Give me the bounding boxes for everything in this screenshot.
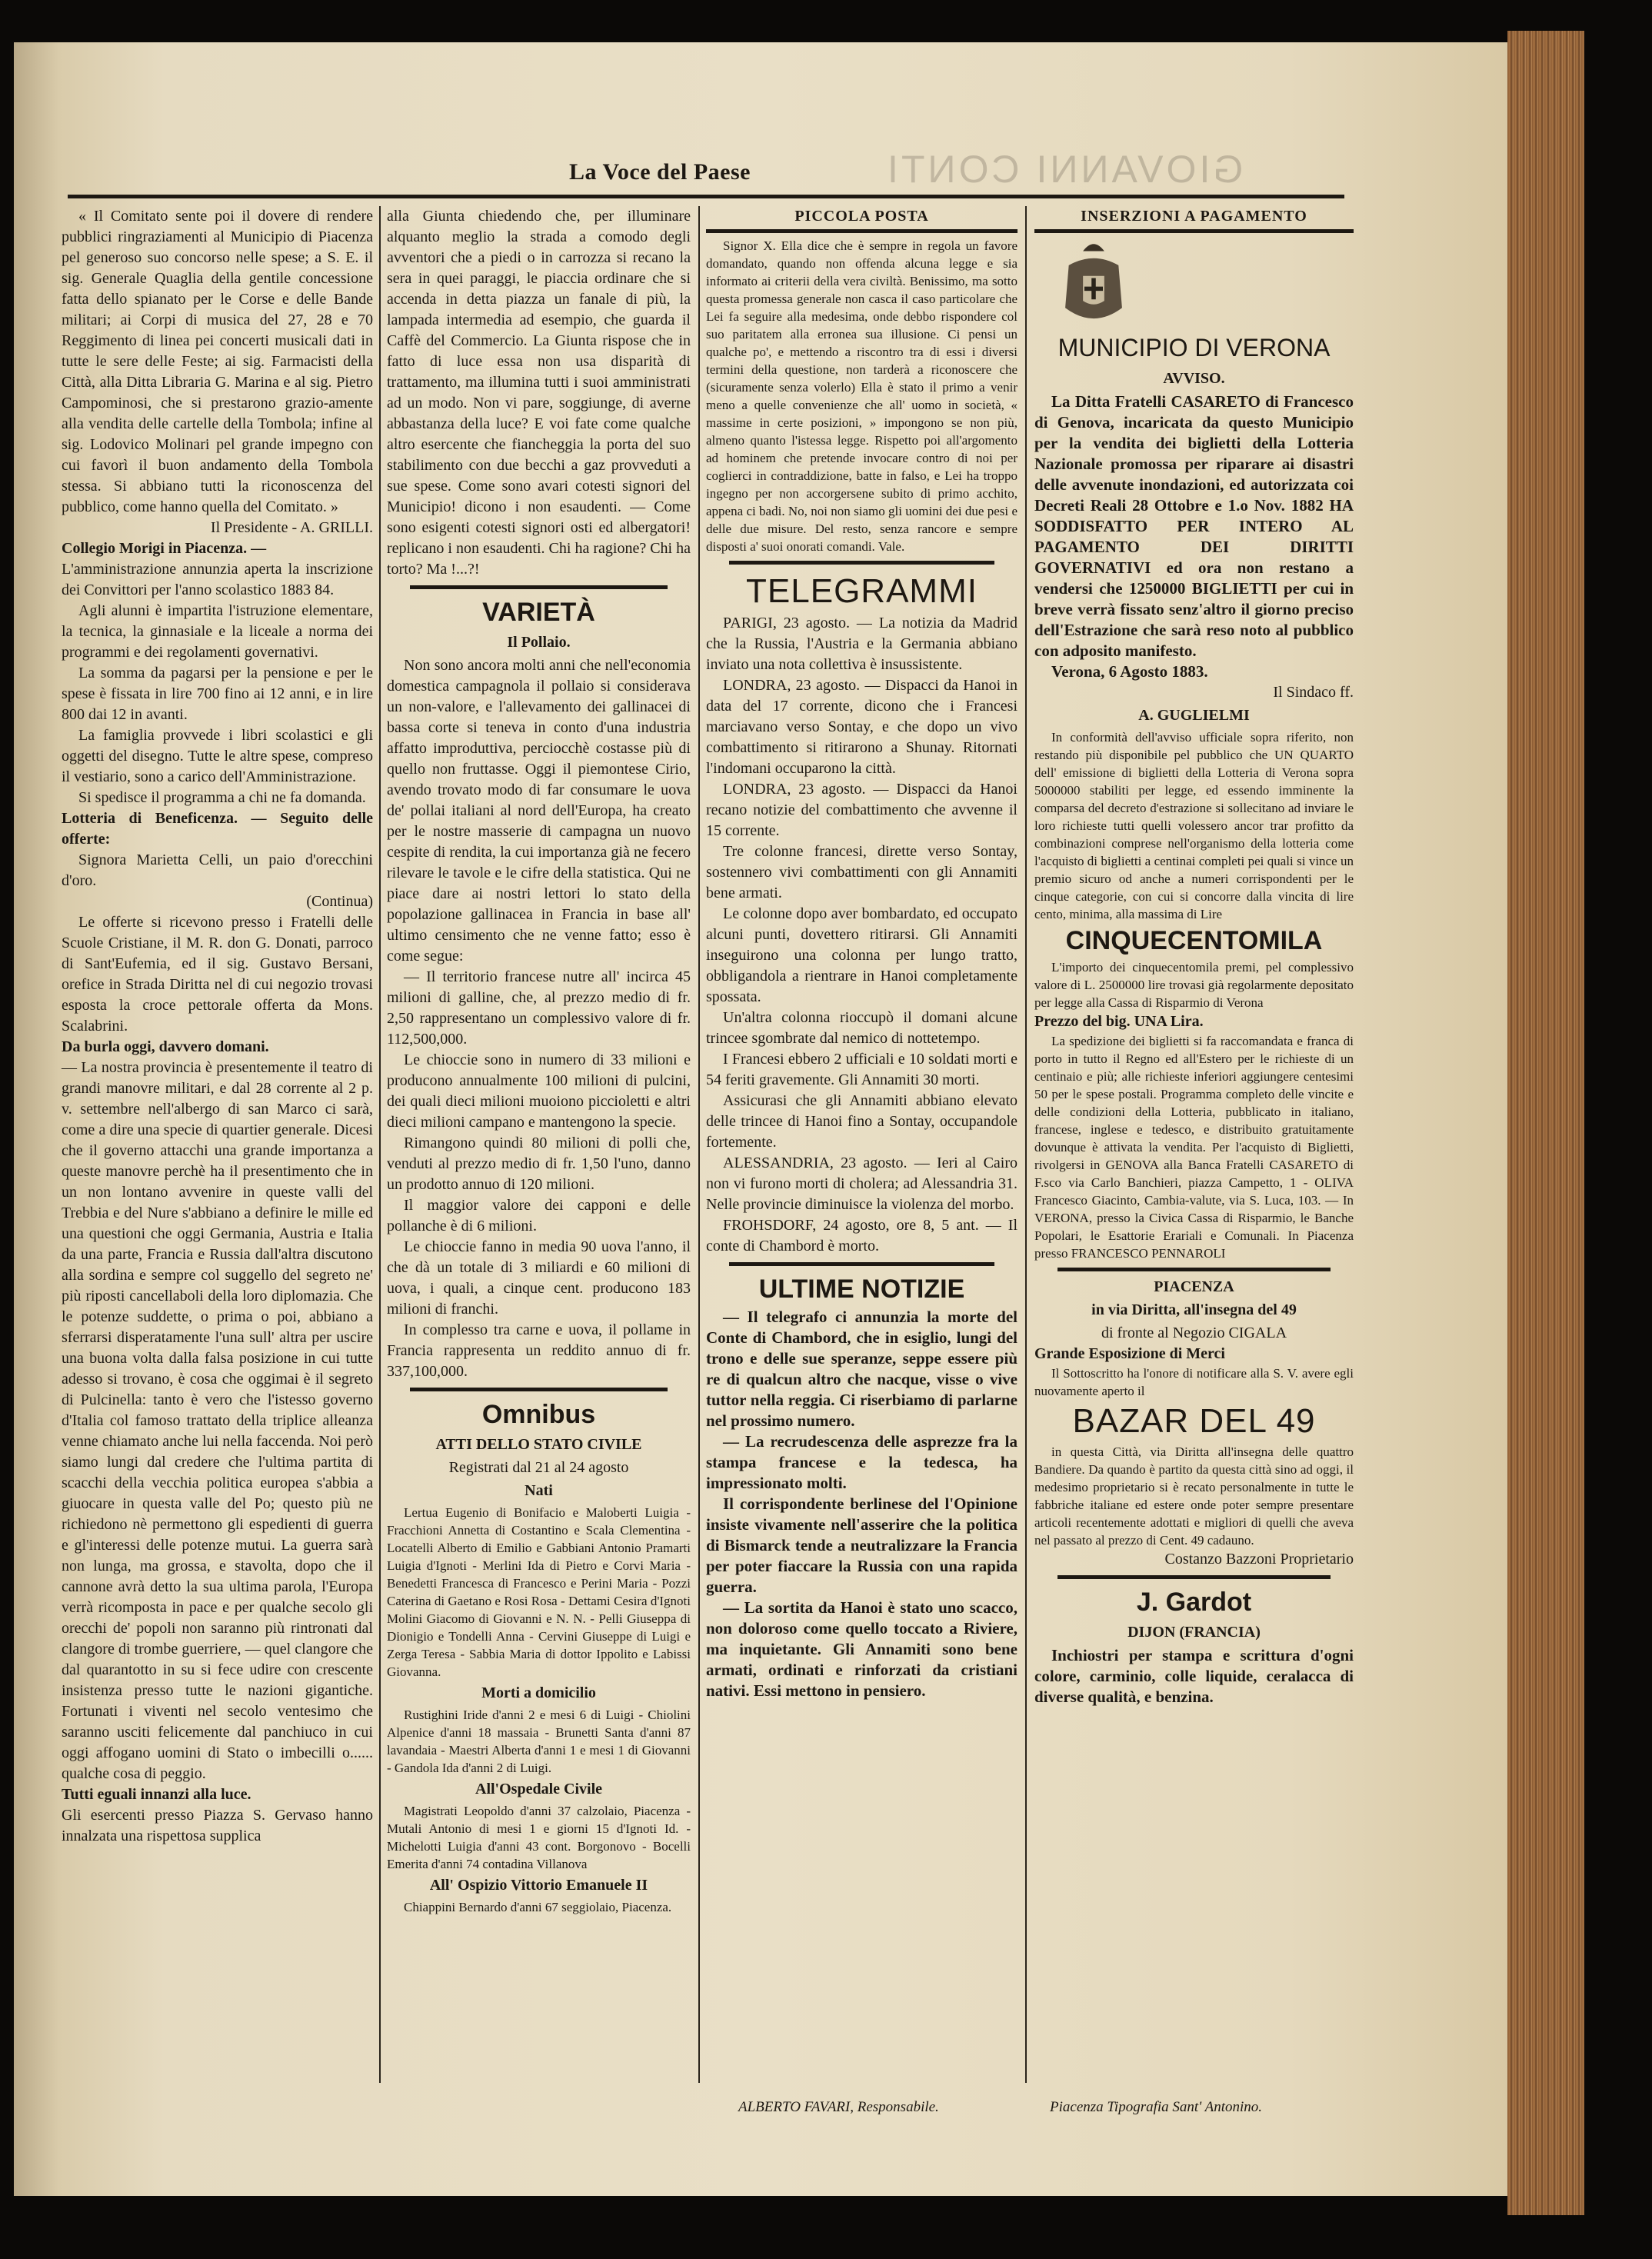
article-paragraph: L'importo dei cinquecentomila premi, pel complessivo valore di L. 2500000 lire trovasi già regolarmente depositato per legge alla Cassa di Risparmio di Verona [1034, 960, 1354, 1010]
section-heading: AVVISO. [1163, 370, 1225, 387]
column-3 [706, 206, 1018, 1701]
article-paragraph: PARIGI, 23 agosto. — La notizia da Madrid che la Russia, l'Austria e la Germania abbiano inviato una nota collettiva è insussistente. [706, 615, 1018, 673]
article-paragraph: di fronte al Negozio CIGALA [1101, 1324, 1287, 1341]
column-divider [698, 206, 700, 2083]
article-paragraph: — La nostra provincia è presentemente il teatro di grandi manovre militari, e dal 28 corrente al 2 p. v. settembre nell'albergo di san Marco ci sarà, come a dire una specie di quartier generale. Dicesi che il governo attacchi una grande importanza a queste manovre perchè ha il presentimento che in un non lontano avvenire in queste valli del Trebbia e del Nure s'abbiano a definire le mille ed una questioni che oggi Germania, Austria e Italia da una parte, Francia e Russia dall'altra discutono alla sordina e sempre col suggello del segreto ne' più riposti cancellaboli della loro diplomazia. Che le potenze suddette, o prima o poi, abbiano a sferrarsi disperatamente l'una sull' altra per uscire una buona volta dalla falsa posizione in cui tutte adesso si trovano, è cosa che oggimai è il segreto di Pulcinella: tanto è vero che l'istesso governo d'Italia col famoso trattato della triplice alleanza venne chiamato anche lui nella faccenda. Noi però siamo lungi dal credere che l'ultima partita di scacchi della vecchia politica europea s'abbia a giuocare in questa valle del Po; questo più ne richiedono nè permettono gli espedienti di guerra e gl'interessi delle potenze mutui. La guerra sarà non lunga, ma grossa, e stavolta, dopo che il cannone avrà detto la sua ultima parola, l'Europa verrà ricomposta in pace e per qualche secolo gli orecchi de' popoli non saranno più rintronati dal clangore di trombe guerriere, — quel clangore che dal quarantotto in su si fece udire con crescente insistenza presso tutte le nazioni gigantiche. Fortunati i viventi nel secolo ventesimo che saranno usciti felicemente dal panchiuco in cui oggi affogano uomini di Stato o imbecilli o...... qualche cosa di peggio. [62, 1059, 373, 1782]
section-rule [410, 585, 668, 589]
article-paragraph: Registrati dal 21 al 24 agosto [448, 1459, 629, 1476]
bleed-through-text: GIOVANNI CONTI [884, 148, 1244, 191]
article-paragraph: alla Giunta chiedendo che, per illuminare alquanto meglio la strada a comodo degli avventori che a piedi o in carrozza si recano la sera in quei paraggi, le piaccia ordinare che si accenda in detta piazza un fanale di più, la lampada intermedia ad esempio, che guarda il Caffè del Commercio. La Giunta rispose che in fatto di luce essa non usa disparità di trattamento, ma illumina tutti i suoi amministrati ad un modo. Non vi pare, soggiunge, di averne abbastanza della luce? E voi fate come qualche altro esercente che fiancheggia la porta del suo stabilimento con due becchi a gaz provveduti a sue spese. Come sono avari cotesti signori del Municipio! dicono i non esaudenti. — Come sono esigenti cotesti signori osti ed albergatori! replicano i non esaudenti. Chi ha ragione? Chi ha torto? Ma !...?! [387, 208, 691, 578]
article-paragraph: Magistrati Leopoldo d'anni 37 calzolaio, Piacenza - Mutali Antonio di mesi 1 e giorni 15 d'Ignoti Id. - Michelotti Luigia d'anni 43 cont. Borgonovo - Bocelli Emerita d'anni 74 contadina Villanova [387, 1804, 691, 1871]
article-headline: Lotteria di Beneficenza. — Seguito delle offerte: [62, 810, 373, 848]
column-4 [1034, 206, 1354, 1708]
section-heading: PIACENZA [1154, 1278, 1234, 1295]
article-paragraph: Lertua Eugenio di Bonifacio e Maloberti Luigia - Fracchioni Annetta di Costantino e Scala Clementina - Locatelli Alberto di Emilio e Gabbiani Antonio Pramarti Luigia d'Ignoti - Merlini Ida di Pietro e Corvi Maria - Benedetti Francesca di Francesco e Perini Maria - Pozzi Caterina di Gaetano e Rosi Rosa - Dettami Cesira d'Ignoti Molini Giacomo di Giovanni e N. N. - Pelli Giuseppa di Dionigio e Tondelli Anna - Cervini Giuseppe di Luigi e Zerga Teresa - Sabbia Maria di dottor Ippolito e Labissi Giovanna. [387, 1505, 691, 1679]
article-paragraph: Il corrispondente berlinese del l'Opinione insiste vivamente nell'asserire che la politica di Bismarck tende a neutralizzare la Francia per poter fiaccare la Russia con una rapida guerra. [706, 1494, 1018, 1596]
article-paragraph: Rustighini Iride d'anni 2 e mesi 6 di Luigi - Chiolini Alpenice d'anni 18 massaia - Brunetti Santa d'anni 87 lavandaia - Maestri Alberta d'anni 1 e mesi 1 di Giovanni - Gandola Ida d'anni 2 di Luigi. [387, 1708, 691, 1775]
article-paragraph: Il Presidente - A. GRILLI. [210, 519, 373, 536]
article-paragraph: Signora Marietta Celli, un paio d'orecchini d'oro. [62, 851, 373, 889]
header-rule [68, 195, 1344, 198]
section-heading: ATTI DELLO STATO CIVILE [435, 1436, 642, 1453]
article-paragraph: Non sono ancora molti anni che nell'economia domestica campagnola il pollaio si considerava un non-valore, e l'allevamento dei gallinacei di bassa corte si teneva in conto d'una industria affatto improduttiva, perciocchè costasse più di quello non fruttasse. Oggi il piemontese Cirio, avendo trovato modo di far consumare le uova de' pollai italiani al nord dell'Europa, ha creato per le nostre masserie di campagna un nuovo cespite di rendita, la cui importanza già ne fecero rilevare le tavole e le cifre della statistica. Qui ne piace dare ai nostri lettori lo stato della popolazione gallinacea in Francia in base all' ultimo censimento che ne venne fatto; esso è come segue: [387, 657, 691, 965]
article-paragraph: FROHSDORF, 24 agosto, ore 8, 5 ant. — Il conte di Chambord è morto. [706, 1217, 1018, 1254]
article-paragraph: La spedizione dei biglietti si fa raccomandata e franca di porto in tutto il Regno ed all'Estero per le richieste di un centinaio e più; alle richieste inferiori aggiungere centesimi 50 per le spese postali. Programma completo delle vincite e delle condizioni della Lotteria, pubblicato in italiano, francese, inglese e tedesco, e distribuito gratuitamente dovunque è attivata la vendita. Per l'acquisto di Biglietti, rivolgersi in GENOVA alla Banca Fratelli CASARETO di F.sco via Carlo Banchieri, piazza Campetto, 1 - OLIVA Francesco Giacinto, Cambia-valute, via S. Luca, 103. — In VERONA, presso la Civica Cassa di Risparmio, le Banche Popolari, le Esattorie Erariali e Comunali. In Piacenza presso FRANCESCO PENNAROLI [1034, 1034, 1354, 1261]
article-paragraph: Le chioccie fanno in media 90 uova l'anno, il che dà un totale di 3 miliardi e 60 milioni di uova, i quali, a cinque cent. producono 183 milioni di franchi. [387, 1238, 691, 1318]
article-paragraph: La somma da pagarsi per la pensione e per le spese è fissata in lire 700 fino ai 12 anni, e in lire 800 dai 12 in avanti. [62, 665, 373, 723]
section-heading: CINQUECENTOMILA [1065, 926, 1323, 955]
section-heading: MUNICIPIO DI VERONA [1057, 334, 1331, 362]
section-rule [410, 1388, 668, 1391]
article-paragraph: Un'altra colonna rioccupò il domani alcune trincee sgombrate dal nemico di nottetempo. [706, 1009, 1018, 1047]
article-paragraph: Chiappini Bernardo d'anni 67 seggiolaio, Piacenza. [404, 1900, 672, 1914]
section-heading: Morti a domicilio [481, 1684, 596, 1701]
column-divider [379, 206, 381, 2083]
section-heading: All'Ospedale Civile [475, 1781, 602, 1798]
section-heading: in via Diritta, all'insegna del 49 [1091, 1301, 1297, 1318]
section-heading: PICCOLA POSTA [706, 206, 1018, 233]
article-paragraph: — Il telegrafo ci annunzia la morte del Conte di Chambord, che in esiglio, lungi del trono e delle sue speranze, seppe essere più re di qualcun altro che nacque, visse o vive tuttor nella reggia. Ci riserbiamo di parlarne nel prossimo numero. [706, 1308, 1018, 1430]
coat-of-arms-icon [1034, 237, 1119, 329]
section-heading: ULTIME NOTIZIE [758, 1274, 965, 1304]
article-paragraph: Le offerte si ricevono presso i Fratelli delle Scuole Cristiane, il M. R. don G. Donati, parroco di Sant'Eufemia, ed il sig. Gustavo Bersani, orefice in Strada Diritta nel di cui negozio trovasi esposta la croce pettorale offerta da Mons. Scalabrini. [62, 914, 373, 1035]
article-paragraph: ALESSANDRIA, 23 agosto. — Ieri al Cairo non vi furono morti di cholera; ad Alessandria 31. Nelle provincie diminuisce la violenza del morbo. [706, 1154, 1018, 1213]
section-rule [729, 1262, 994, 1266]
article-paragraph: Inchiostri per stampa e scrittura d'ogni colore, carminio, colle liquide, ceralacca di diverse qualità, e benzina. [1034, 1646, 1354, 1706]
article-paragraph: Verona, 6 Agosto 1883. [1051, 662, 1208, 681]
section-heading: BAZAR DEL 49 [1072, 1402, 1316, 1440]
section-rule [1057, 1268, 1331, 1271]
section-heading: VARIETÀ [482, 598, 595, 627]
article-paragraph: La famiglia provvede i libri scolastici e gli oggetti del disegno. Tutte le altre spese, compreso il vestiario, sono a carico dell'Amministrazione. [62, 727, 373, 785]
article-headline: Tutti eguali innanzi alla luce. [62, 1786, 251, 1803]
article-paragraph: Tre colonne francesi, dirette verso Sontay, sostennero vivi combattimenti con gli Annamiti bene armati. [706, 843, 1018, 901]
article-paragraph: LONDRA, 23 agosto. — Dispacci da Hanoi in data del 17 corrente, dicono che i Francesi marciavano verso Sontay, e che dopo un vivo combattimento si ritirarono a Shunay. Ritornati l'indomani occuparono la città. [706, 677, 1018, 777]
section-heading: Nati [525, 1482, 553, 1499]
article-paragraph: In complesso tra carne e uova, il pollame in Francia rappresenta un reddito annuo di fr. 337,100,000. [387, 1321, 691, 1380]
responsible-editor: ALBERTO FAVARI, Responsabile. [738, 2099, 939, 2115]
section-heading: Omnibus [481, 1400, 596, 1429]
article-paragraph: Il Sottoscritto ha l'onore di notificare alla S. V. avere egli nuovamente aperto il [1034, 1366, 1354, 1398]
article-paragraph: Il Sindaco ff. [1273, 684, 1354, 701]
article-paragraph: Le chioccie sono in numero di 33 milioni e producono annualmente 100 milioni di pulcini, dei quali dieci milioni muoiono piccioletti e altri dieci milioni campano e mantengono la specie. [387, 1051, 691, 1131]
section-heading: A. GUGLIELMI [1138, 707, 1250, 724]
column-divider [1025, 206, 1027, 2083]
section-heading: Il Pollaio. [507, 634, 571, 651]
article-paragraph: Il maggior valore dei capponi e delle pollanche è di 6 milioni. [387, 1197, 691, 1234]
section-heading: All' Ospizio Vittorio Emanuele II [429, 1877, 648, 1894]
article-paragraph: in questa Città, via Diritta all'insegna delle quattro Bandiere. Da quando è partito da questa città sino ad oggi, il medesimo proprietario si è recato personalmente in tutte le fabbriche italiane ed estere onde poter sempre presentare articoli recentemente adottati e migliori di quelli che aveva nel passato al prezzo di Cent. 49 cadauno. [1034, 1444, 1354, 1548]
section-heading: TELEGRAMMI [746, 572, 978, 610]
article-paragraph: Le colonne dopo aver bombardato, ed occupato alcuni punti, dovettero ritirarsi. Gli Annamiti inseguirono una colonna per lungo tratto, obbligandola a rientrare in Hanoi completamente spossata. [706, 905, 1018, 1005]
article-paragraph: I Francesi ebbero 2 ufficiali e 10 soldati morti e 54 feriti gravemente. Gli Annamiti 30 morti. [706, 1051, 1018, 1088]
column-2 [387, 206, 691, 1916]
article-paragraph: In conformità dell'avviso ufficiale sopra riferito, non restando più disponibile pel pubblico che UN QUARTO dell' emissione di biglietti della Lotteria di Verona sopra 5000000 stabiliti per legge, ed essendo imminente la comparsa del decreto d'estrazione si sollecitano ad inviare le loro richieste tutti quelli volessero ancor trar profitto da combinazioni comprese nell'organismo della lotteria come l'acquisto di biglietti a centinai completi pei quali si vince un premio sicuro od anche a numeri corrispondenti per le cinque categorie, con cui si concorre dalla vincita di lire cento, minima, alla massima di Lire [1034, 730, 1354, 921]
article-headline: Prezzo del big. UNA Lira. [1034, 1013, 1204, 1030]
article-paragraph: Agli alunni è impartita l'istruzione elementare, la tecnica, la ginnasiale e la liceale a norma dei programmi e dei regolamenti governativi. [62, 602, 373, 661]
article-paragraph: Rimangono quindi 80 milioni di polli che, venduti al prezzo medio di fr. 1,50 l'uno, danno un prodotto annuo di 120 milioni. [387, 1134, 691, 1193]
article-headline: Da burla oggi, davvero domani. [62, 1038, 269, 1055]
article-paragraph: La Ditta Fratelli CASARETO di Francesco di Genova, incaricata da questo Municipio per la vendita dei biglietti della Lotteria Nazionale promossa per riparare ai disastri delle avvenute inondazioni, ed autorizzata coi Decreti Reali 28 Ottobre e 1.o Nov. 1882 HA SODDISFATTO PER INTERO AL PAGAMENTO DEI DIRITTI GOVERNATIVI ed ora non restano a vendersi che 1250000 BIGLIETTI per cui in breve verrà fissato senz'altro il giorno preciso dell'Estrazione che sarà reso noto al pubblico con adposito manifesto. [1034, 392, 1354, 660]
section-heading: INSERZIONI A PAGAMENTO [1034, 206, 1354, 233]
article-paragraph: — Il territorio francese nutre all' incirca 45 milioni di galline, che, al prezzo medio di fr. 2,50 rappresentano un complessivo valore di fr. 112,500,000. [387, 968, 691, 1048]
article-paragraph: Signor X. Ella dice che è sempre in regola un favore domandato, quando non offenda alcuna legge e sia informato ai criterii della vera civiltà. Benissimo, ma sotto questa promessa generale non casca il caso particolare che Lei fa seguire alla medesima, onde debbo rispondere col suo paritatem alla erronea sua illusione. Ci pensi un qualche po', e mettendo a riscontro tra di essi i diversi termini della questione, non tarderà a riconoscere che (sicuramente senza volerlo) Ella è stato il primo a venir meno a quelle convenienze che all' uomo in società, « massime in certe posizioni, » impongono se non più, almeno quanto l'istessa legge. Rispetto poi all'argomento ad hominem che pretende invocare contro di noi per coglierci in contraddizione, batte in falso, e Lei ha troppo ingegno per non accorgersene subito di primo acchito, appena ci badi. No, noi non siamo gli uomini dei due pesi e delle due misure. Del resto, senza rancore e sempre disposti a' suoi onorati comandi. Vale. [706, 238, 1018, 554]
article-paragraph: Assicurasi che gli Annamiti abbiano elevato delle trincee di Hanoi fino a Sontay, occupandole fortemente. [706, 1092, 1018, 1151]
masthead-title: La Voce del Paese [569, 159, 751, 185]
book-page-edges [1507, 31, 1584, 2215]
section-rule [1057, 1575, 1331, 1579]
article-headline: Grande Esposizione di Merci [1034, 1345, 1225, 1362]
section-heading: DIJON (FRANCIA) [1127, 1624, 1261, 1641]
column-1 [62, 206, 373, 1847]
article-headline: Collegio Morigi in Piacenza. — [62, 540, 267, 557]
section-heading: J. Gardot [1136, 1588, 1252, 1617]
section-rule [729, 561, 994, 565]
article-paragraph: LONDRA, 23 agosto. — Dispacci da Hanoi recano notizie del combattimento che avvenne il 15 corrente. [706, 781, 1018, 839]
article-paragraph: L'amministrazione annunzia aperta la inscrizione dei Convittori per l'anno scolastico 1883 84. [62, 561, 373, 598]
article-paragraph: Costanzo Bazzoni Proprietario [1164, 1551, 1354, 1568]
article-paragraph: (Continua) [306, 893, 373, 910]
article-paragraph: Gli esercenti presso Piazza S. Gervaso hanno innalzata una rispettosa supplica [62, 1807, 373, 1844]
printer-imprint: Piacenza Tipografia Sant' Antonino. [1050, 2099, 1263, 2115]
article-paragraph: — La sortita da Hanoi è stato uno scacco, non doloroso come quello toccato a Riviere, ma inquietante. Gli Annamiti sono bene armati, ordinati e rinforzati da cristiani nativi. Essi mettono in pensiero. [706, 1598, 1018, 1700]
article-paragraph: « Il Comitato sente poi il dovere di rendere pubblici ringraziamenti al Municipio di Piacenza pel generoso suo concorso nelle spese; a S. E. il sig. Generale Quaglia della gentile concessione fatta dello spianato per le Corse e delle Bande militari; ai Corpi di musica del 27, 28 e 70 Reggimento di linea pei concerti musicali dati in tutte le sere delle Feste; ai sig. Farmacisti della Città, alla Ditta Libraria G. Marina e al sig. Pietro Campominosi, che si prestarono grazio-amente alla vendita delle cartelle della Tombola; infine al sig. Lodovico Molinari pel grande impegno con cui favorì il buon andamento della Tombola stessa. Si abbiano tutti la riconoscenza del pubblico, come hanno quella del Comitato. » [62, 208, 373, 515]
article-paragraph: — La recrudescenza delle asprezze fra la stampa francese e la tedesca, ha impressionato molti. [706, 1432, 1018, 1492]
article-paragraph: Si spedisce il programma a chi ne fa domanda. [78, 789, 366, 806]
